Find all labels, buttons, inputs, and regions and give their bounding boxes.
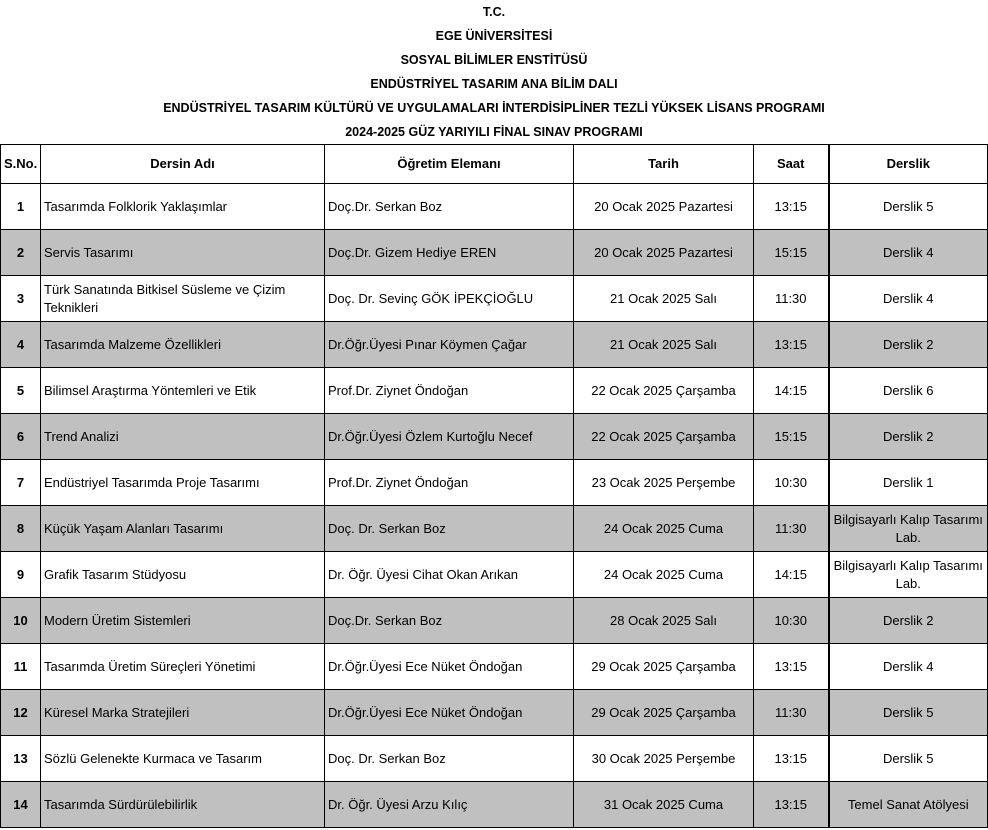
course-name: Grafik Tasarım Stüdyosu — [41, 552, 325, 598]
row-number: 4 — [1, 322, 41, 368]
lecturer-name: Dr.Öğr.Üyesi Pınar Köymen Çağar — [325, 322, 574, 368]
course-name: Modern Üretim Sistemleri — [41, 598, 325, 644]
exam-room: Derslik 4 — [829, 644, 988, 690]
table-row — [1, 598, 988, 644]
exam-room: Bilgisayarlı Kalıp Tasarımı Lab. — [829, 506, 988, 552]
column-header-room: Derslik — [829, 145, 988, 184]
exam-time: 15:15 — [754, 414, 829, 460]
table-row — [1, 690, 988, 736]
exam-time: 13:15 — [754, 782, 829, 828]
exam-room: Derslik 2 — [829, 414, 988, 460]
exam-time: 10:30 — [754, 460, 829, 506]
exam-date: 28 Ocak 2025 Salı — [574, 598, 754, 644]
row-number: 11 — [1, 644, 41, 690]
header-line-department: ENDÜSTRİYEL TASARIM ANA BİLİM DALI — [370, 77, 618, 91]
table-row — [1, 368, 988, 414]
lecturer-name: Doç.Dr. Serkan Boz — [325, 598, 574, 644]
lecturer-name: Dr.Öğr.Üyesi Ece Nüket Öndoğan — [325, 690, 574, 736]
course-name: Bilimsel Araştırma Yöntemleri ve Etik — [41, 368, 325, 414]
table-row — [1, 506, 988, 552]
course-name: Sözlü Gelenekte Kurmaca ve Tasarım — [41, 736, 325, 782]
lecturer-name: Dr. Öğr. Üyesi Cihat Okan Arıkan — [325, 552, 574, 598]
header-line-semester: 2024-2025 GÜZ YARIYILI FİNAL SINAV PROGRAMI — [345, 125, 643, 139]
exam-room: Bilgisayarlı Kalıp Tasarımı Lab. — [829, 552, 988, 598]
column-header-course: Dersin Adı — [41, 145, 325, 184]
exam-date: 20 Ocak 2025 Pazartesi — [574, 230, 754, 276]
exam-time: 13:15 — [754, 736, 829, 782]
exam-time: 13:15 — [754, 184, 829, 230]
lecturer-name: Doç. Dr. Serkan Boz — [325, 736, 574, 782]
row-number: 12 — [1, 690, 41, 736]
exam-room: Derslik 1 — [829, 460, 988, 506]
exam-date: 21 Ocak 2025 Salı — [574, 276, 754, 322]
exam-room: Derslik 4 — [829, 276, 988, 322]
header-line-institute: SOSYAL BİLİMLER ENSTİTÜSÜ — [400, 53, 588, 67]
course-name: Küresel Marka Stratejileri — [41, 690, 325, 736]
table-row — [1, 276, 988, 322]
exam-time: 14:15 — [754, 552, 829, 598]
exam-time: 13:15 — [754, 322, 829, 368]
row-number: 1 — [1, 184, 41, 230]
table-row — [1, 552, 988, 598]
exam-date: 24 Ocak 2025 Cuma — [574, 506, 754, 552]
row-number: 8 — [1, 506, 41, 552]
column-header-lecturer: Öğretim Elemanı — [325, 145, 574, 184]
exam-time: 15:15 — [754, 230, 829, 276]
table-row — [1, 184, 988, 230]
table-row — [1, 460, 988, 506]
exam-date: 21 Ocak 2025 Salı — [574, 322, 754, 368]
exam-time: 14:15 — [754, 368, 829, 414]
lecturer-name: Doç. Dr. Sevinç GÖK İPEKÇİOĞLU — [325, 276, 574, 322]
exam-room: Derslik 4 — [829, 230, 988, 276]
table-row — [1, 414, 988, 460]
exam-room: Derslik 6 — [829, 368, 988, 414]
exam-time: 11:30 — [754, 276, 829, 322]
lecturer-name: Doç. Dr. Serkan Boz — [325, 506, 574, 552]
course-name: Endüstriyel Tasarımda Proje Tasarımı — [41, 460, 325, 506]
column-header-time: Saat — [754, 145, 829, 184]
row-number: 14 — [1, 782, 41, 828]
course-name: Türk Sanatında Bitkisel Süsleme ve Çizim Teknikleri — [41, 276, 325, 322]
course-name: Trend Analizi — [41, 414, 325, 460]
table-row — [1, 782, 988, 828]
column-header-date: Tarih — [574, 145, 754, 184]
header-line-university: EGE ÜNİVERSİTESİ — [435, 29, 553, 43]
row-number: 7 — [1, 460, 41, 506]
exam-room: Temel Sanat Atölyesi — [829, 782, 988, 828]
exam-room: Derslik 2 — [829, 322, 988, 368]
exam-time: 11:30 — [754, 690, 829, 736]
row-number: 9 — [1, 552, 41, 598]
course-name: Tasarımda Folklorik Yaklaşımlar — [41, 184, 325, 230]
exam-date: 31 Ocak 2025 Cuma — [574, 782, 754, 828]
lecturer-name: Prof.Dr. Ziynet Öndoğan — [325, 460, 574, 506]
course-name: Küçük Yaşam Alanları Tasarımı — [41, 506, 325, 552]
document-header — [0, 0, 988, 144]
table-row — [1, 230, 988, 276]
exam-schedule-table — [0, 144, 988, 828]
table-row — [1, 644, 988, 690]
row-number: 6 — [1, 414, 41, 460]
lecturer-name: Doç.Dr. Gizem Hediye EREN — [325, 230, 574, 276]
column-header-sno: S.No. — [1, 145, 41, 184]
exam-date: 20 Ocak 2025 Pazartesi — [574, 184, 754, 230]
row-number: 13 — [1, 736, 41, 782]
table-row — [1, 736, 988, 782]
exam-date: 22 Ocak 2025 Çarşamba — [574, 414, 754, 460]
course-name: Tasarımda Üretim Süreçleri Yönetimi — [41, 644, 325, 690]
lecturer-name: Prof.Dr. Ziynet Öndoğan — [325, 368, 574, 414]
exam-room: Derslik 5 — [829, 736, 988, 782]
header-line-program: ENDÜSTRİYEL TASARIM KÜLTÜRÜ VE UYGULAMALARI İNTERDİSİPLİNER TEZLİ YÜKSEK LİSANS PROGRAMI — [163, 101, 825, 115]
lecturer-name: Dr. Öğr. Üyesi Arzu Kılıç — [325, 782, 574, 828]
lecturer-name: Dr.Öğr.Üyesi Ece Nüket Öndoğan — [325, 644, 574, 690]
exam-date: 29 Ocak 2025 Çarşamba — [574, 644, 754, 690]
header-line-tc: T.C. — [482, 5, 506, 19]
exam-time: 11:30 — [754, 506, 829, 552]
lecturer-name: Doç.Dr. Serkan Boz — [325, 184, 574, 230]
exam-time: 10:30 — [754, 598, 829, 644]
table-header-row — [1, 145, 988, 184]
exam-room: Derslik 5 — [829, 184, 988, 230]
exam-date: 30 Ocak 2025 Perşembe — [574, 736, 754, 782]
row-number: 10 — [1, 598, 41, 644]
exam-date: 23 Ocak 2025 Perşembe — [574, 460, 754, 506]
exam-room: Derslik 2 — [829, 598, 988, 644]
exam-date: 24 Ocak 2025 Cuma — [574, 552, 754, 598]
table-row — [1, 322, 988, 368]
lecturer-name: Dr.Öğr.Üyesi Özlem Kurtoğlu Necef — [325, 414, 574, 460]
course-name: Tasarımda Malzeme Özellikleri — [41, 322, 325, 368]
course-name: Servis Tasarımı — [41, 230, 325, 276]
course-name: Tasarımda Sürdürülebilirlik — [41, 782, 325, 828]
exam-time: 13:15 — [754, 644, 829, 690]
exam-date: 22 Ocak 2025 Çarşamba — [574, 368, 754, 414]
row-number: 2 — [1, 230, 41, 276]
exam-room: Derslik 5 — [829, 690, 988, 736]
row-number: 5 — [1, 368, 41, 414]
row-number: 3 — [1, 276, 41, 322]
exam-date: 29 Ocak 2025 Çarşamba — [574, 690, 754, 736]
